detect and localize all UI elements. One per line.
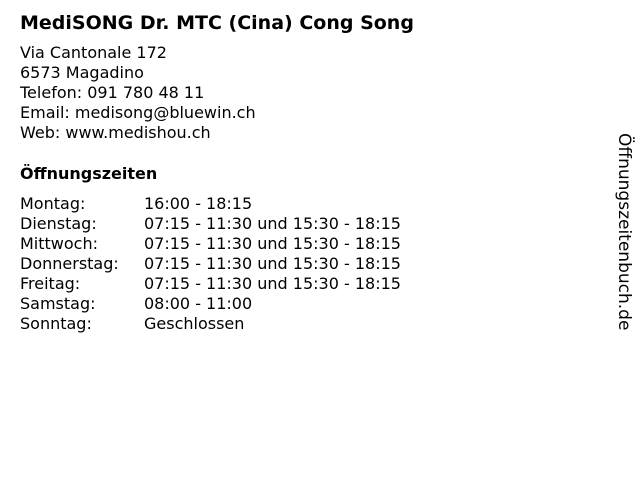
hours-day: Dienstag: [20, 214, 97, 233]
address-street: Via Cantonale 172 [20, 43, 167, 62]
hours-time: 07:15 - 11:30 und 15:30 - 18:15 [144, 234, 401, 253]
hours-day: Sonntag: [20, 314, 92, 333]
hours-day: Mittwoch: [20, 234, 98, 253]
phone-line: Telefon: 091 780 48 11 [20, 83, 205, 102]
opening-hours-heading: Öffnungszeiten [20, 164, 158, 183]
address-city: 6573 Magadino [20, 63, 144, 82]
hours-day: Donnerstag: [20, 254, 119, 273]
hours-time: 07:15 - 11:30 und 15:30 - 18:15 [144, 254, 401, 273]
hours-time: 16:00 - 18:15 [144, 194, 253, 213]
contact-block [20, 43, 256, 143]
hours-time: 07:15 - 11:30 und 15:30 - 18:15 [144, 214, 401, 233]
business-title: MediSONG Dr. MTC (Cina) Cong Song [20, 12, 414, 34]
hours-time: 08:00 - 11:00 [144, 294, 253, 313]
site-watermark-label: Öffnungszeitenbuch.de [614, 133, 634, 331]
hours-day: Freitag: [20, 274, 81, 293]
hours-day: Samstag: [20, 294, 96, 313]
email-line: Email: medisong@bluewin.ch [20, 103, 256, 122]
hours-time: 07:15 - 11:30 und 15:30 - 18:15 [144, 274, 401, 293]
hours-day: Montag: [20, 194, 86, 213]
web-line: Web: www.medishou.ch [20, 123, 211, 142]
hours-time: Geschlossen [144, 314, 245, 333]
